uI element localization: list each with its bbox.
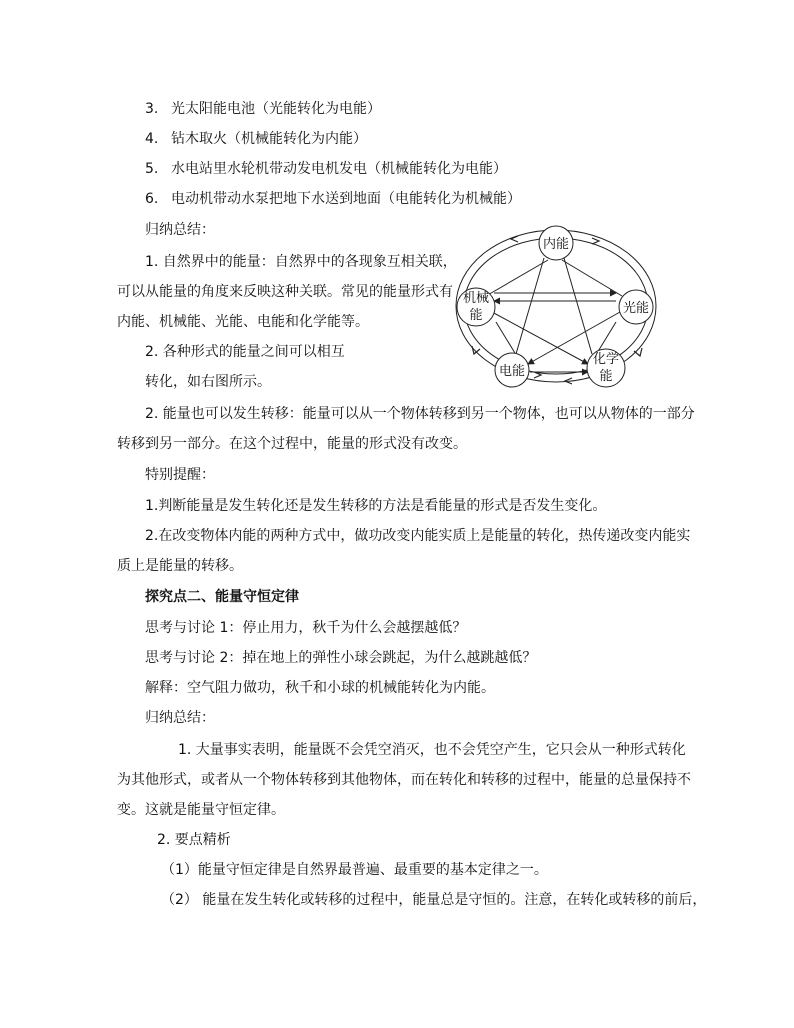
node-label: 内能 <box>542 237 570 252</box>
section-title: 探究点二、能量守恒定律 <box>145 589 299 605</box>
line-internal-to-chemical <box>564 258 592 354</box>
paragraph-line: （1）能量守恒定律是自然界最普遍、最重要的基本定律之一。 <box>161 862 548 878</box>
reminder-heading: 特别提醒： <box>145 467 215 483</box>
list-item: 3. 光太阳能电池（光能转化为电能） <box>145 101 381 117</box>
paragraph-line: 1. 自然界中的能量：自然界中的各现象互相关联， <box>145 254 457 270</box>
paragraph-line: 内能、机械能、光能、电能和化学能等。 <box>117 314 369 330</box>
explanation-line: 解释：空气阻力做功，秋千和小球的机械能转化为内能。 <box>145 680 495 696</box>
node-label: 化学 <box>592 352 620 367</box>
paragraph-line: 转移到另一部分。在这个过程中，能量的形式没有改变。 <box>117 436 467 452</box>
paragraph-line: 可以从能量的角度来反映这种关联。常见的能量形式有 <box>117 284 453 300</box>
summary-heading: 归纳总结： <box>145 222 215 238</box>
question-line: 思考与讨论 1：停止用力，秋千为什么会越摆越低？ <box>145 620 467 636</box>
list-item: 4. 钻木取火（机械能转化为内能） <box>145 131 367 147</box>
node-label: 光能 <box>622 301 650 316</box>
line-internal-to-mech <box>486 260 548 296</box>
list-item: 6. 电动机带动水泵把地下水送到地面（电能转化为机械能） <box>145 191 521 207</box>
node-label: 机械 <box>462 291 490 306</box>
paragraph-line: 2. 能量也可以发生转移：能量可以从一个物体转移到另一个物体，也可以从物体的一部分 <box>145 406 695 422</box>
paragraph-line: 2.在改变物体内能的两种方式中，做功改变内能实质上是能量的转化，热传递改变内能实 <box>145 528 691 544</box>
list-item: 5. 水电站里水轮机带动发电机发电（机械能转化为电能） <box>145 161 507 177</box>
paragraph-line: （2） 能量在发生转化或转移的过程中，能量总是守恒的。注意，在转化或转移的前后， <box>161 892 707 908</box>
node-label: 电能 <box>498 364 526 379</box>
summary-heading: 归纳总结： <box>145 710 215 726</box>
paragraph-line: 变。这就是能量守恒定律。 <box>117 802 285 818</box>
paragraph-line: 1.判断能量是发生转化还是发生转移的方法是看能量的形式是否发生变化。 <box>145 498 607 514</box>
node-label: 能 <box>599 369 613 384</box>
paragraph-line: 1. 大量事实表明，能量既不会凭空消灭，也不会凭空产生，它只会从一种形式转化 <box>178 742 686 758</box>
line-mech-to-electric <box>496 322 518 358</box>
paragraph-line: 2. 要点精析 <box>157 832 231 848</box>
paragraph-line: 转化，如右图所示。 <box>145 374 271 390</box>
node-label: 能 <box>469 308 483 323</box>
energy-conversion-diagram <box>452 222 662 394</box>
question-line: 思考与讨论 2：掉在地上的弹性小球会跳起，为什么越跳越低？ <box>145 650 537 666</box>
line-internal-to-light <box>562 260 622 296</box>
line-internal-to-electric <box>516 258 544 354</box>
paragraph-line: 质上是能量的转移。 <box>117 558 243 574</box>
paragraph-line: 为其他形式，或者从一个物体转移到其他物体，而在转化和转移的过程中，能量的总量保持不 <box>117 772 691 788</box>
paragraph-line: 2. 各种形式的能量之间可以相互 <box>145 344 345 360</box>
